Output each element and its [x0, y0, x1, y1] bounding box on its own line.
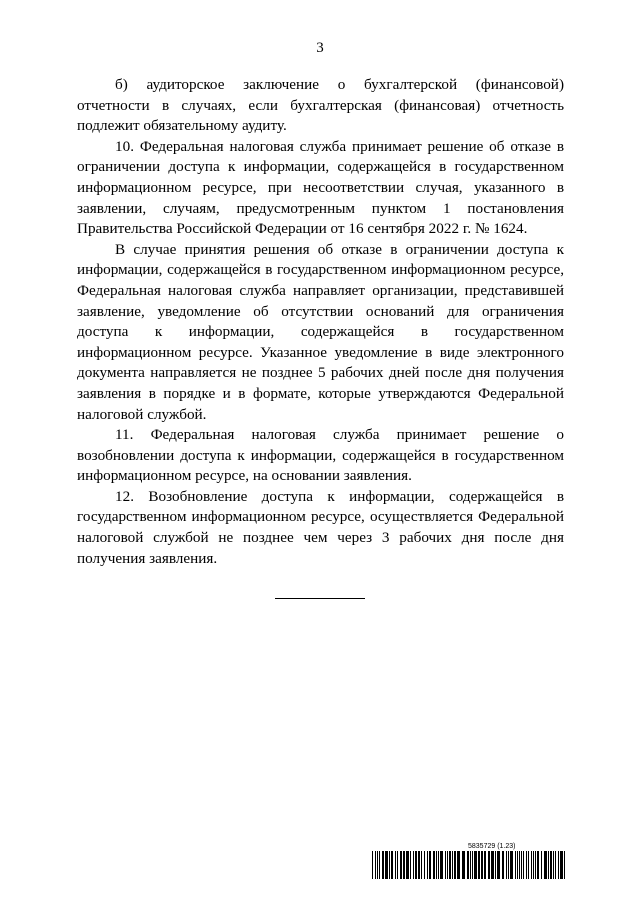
barcode-icon [372, 851, 568, 879]
paragraph-audit-report: б) аудиторское заключение о бухгалтерской (финансовой) отчетности в случаях, если бухгалтерская (финансовая) отчетность подлежит обязательному аудиту. [77, 76, 564, 135]
document-code: 5835729 (1.23) [468, 843, 516, 850]
page-number: 3 [316, 40, 324, 56]
paragraph-refusal-notice: В случае принятия решения об отказе в ограничении доступа к информации, содержащейся в государственном информационном ресурсе, Федеральная налоговая служба направляет организации, представившей заявление, уведомление об отсутствии оснований для ограничения доступа к информации, содержащейся в государственном информационном ресурсе. Указанное уведомление в виде электронного документа направляется не позднее 5 рабочих дней после дня получения заявления в порядке и в формате, которые утверждаются Федеральной налоговой службой. [77, 240, 564, 423]
closing-separator-line [275, 598, 365, 599]
paragraph-item-12: 12. Возобновление доступа к информации, содержащейся в государственном информационном ресурсе, осуществляется Федеральной налоговой службой не позднее чем через 3 рабочих дня после дня получения заявления. [77, 487, 564, 567]
paragraph-item-11: 11. Федеральная налоговая служба принимает решение о возобновлении доступа к информации, содержащейся в государственном информационном ресурсе, на основании заявления. [77, 426, 564, 485]
paragraph-item-10: 10. Федеральная налоговая служба принимает решение об отказе в ограничении доступа к информации, содержащейся в государственном информационном ресурсе, при несоответствии случая, указанного в заявлении, случаям, предусмотренным пунктом 1 постановления Правительства Российской Федерации от 16 сентября 2022 г. № 1624. [77, 137, 564, 238]
document-body [77, 75, 564, 569]
